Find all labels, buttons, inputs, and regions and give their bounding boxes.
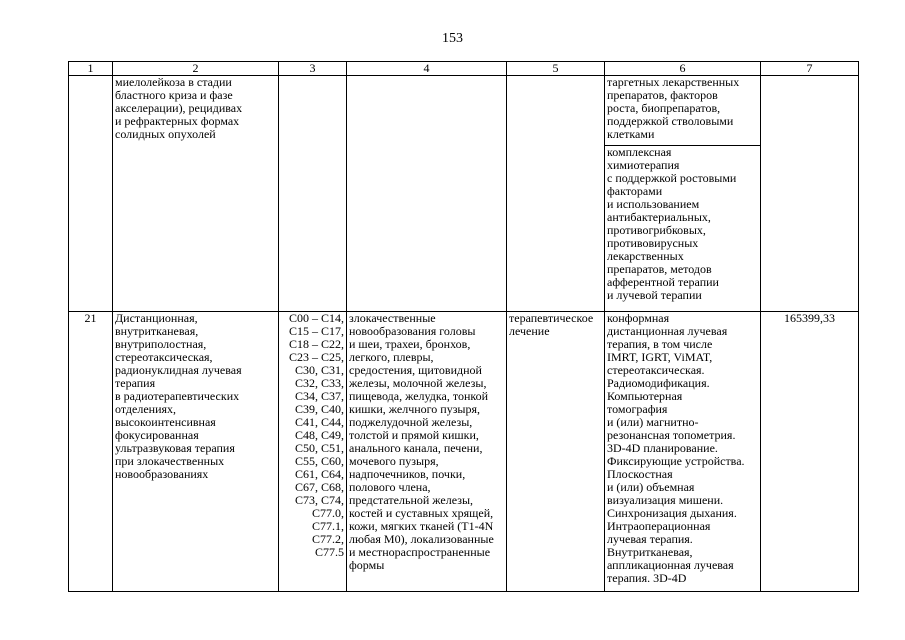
icd-code: C30, C31,: [294, 363, 344, 377]
treatment-method-cell: [605, 312, 761, 592]
text-line: и (или) объемная: [607, 480, 695, 494]
text-line: конформная: [607, 311, 670, 325]
text-line: в радиотерапевтических: [115, 389, 240, 403]
text-line: внутриполостная,: [115, 337, 207, 351]
icd-code: C77.0,: [311, 506, 344, 520]
text-line: и лучевой терапии: [607, 288, 702, 302]
patient-model-cell: [347, 312, 507, 592]
text-line: полового члена,: [349, 480, 431, 494]
icd-code: C67, C68,: [294, 480, 344, 494]
page-number: 153: [442, 31, 463, 46]
text-line: антибактериальных,: [607, 210, 711, 224]
text-line: терапия. 3D-4D: [607, 571, 687, 585]
icd-code: C61, C64,: [294, 467, 344, 481]
column-header: 2: [113, 62, 279, 76]
procedure-description-cell: [113, 312, 279, 592]
text-line: формы: [349, 558, 385, 572]
text-line: и рефрактерных формах: [115, 114, 240, 128]
table-cell: [761, 76, 859, 312]
column-header: 7: [761, 62, 859, 76]
table-cell: [347, 76, 507, 312]
text-line: новообразованиях: [115, 467, 209, 481]
text-line: терапия: [115, 376, 156, 390]
text-line: терапия, в том числе: [607, 337, 713, 351]
text-line: Дистанционная,: [115, 311, 198, 325]
icd-code: C41, C44,: [294, 415, 344, 429]
text-line: стереотаксическая,: [115, 350, 213, 364]
text-line: лекарственных: [607, 249, 684, 263]
text-line: стереотаксическая.: [607, 363, 705, 377]
text-line: мочевого пузыря,: [349, 454, 439, 468]
text-line: злокачественные: [349, 311, 436, 325]
text-line: противогрибковых,: [607, 223, 706, 237]
text-line: анального канала, печени,: [349, 441, 483, 455]
icd-code: C18 – C22,: [288, 337, 344, 351]
text-line: кишки, желчного пузыря,: [349, 402, 481, 416]
icd-code: C77.2,: [311, 532, 344, 546]
icd-code: C77.1,: [311, 519, 344, 533]
column-number-row: [69, 62, 859, 76]
icd-code: C55, C60,: [294, 454, 344, 468]
text-line: и (или) магнитно-: [607, 415, 699, 429]
text-line: и использованием: [607, 197, 700, 211]
text-line: клетками: [607, 127, 655, 141]
text-line: поддержкой стволовыми: [607, 114, 734, 128]
text-line: миелолейкоза в стадии: [115, 75, 232, 89]
text-line: фокусированная: [115, 428, 199, 442]
text-line: надпочечников, почки,: [349, 467, 466, 481]
text-line: костей и суставных хрящей,: [349, 506, 494, 520]
treatment-method-subcell: [605, 145, 760, 302]
text-line: Интраоперационная: [607, 519, 711, 533]
text-line: противовирусных: [607, 236, 699, 250]
column-header: 3: [279, 62, 347, 76]
table-cell: [69, 76, 113, 312]
text-line: любая M0), локализованные: [349, 532, 494, 546]
icd-code: C34, C37,: [294, 389, 344, 403]
text-line: пищевода, желудка, тонкой: [349, 389, 489, 403]
column-header: 6: [605, 62, 761, 76]
row-number-cell: 21: [69, 312, 113, 592]
text-line: при злокачественных: [115, 454, 225, 468]
text-line: комплексная: [607, 145, 672, 159]
icd-codes-cell: [279, 312, 347, 592]
icd-code: C15 – C17,: [288, 324, 344, 338]
text-line: радионуклидная лучевая: [115, 363, 242, 377]
text-line: легкого, плевры,: [349, 350, 434, 364]
text-line: Внутритканевая,: [607, 545, 693, 559]
procedures-table: [68, 61, 859, 592]
treatment-method-cell: [605, 76, 761, 312]
text-line: лечение: [509, 324, 550, 338]
text-line: лучевая терапия.: [607, 532, 693, 546]
icd-code: C77.5: [314, 545, 344, 559]
text-line: препаратов, методов: [607, 262, 712, 276]
icd-code: C39, C40,: [294, 402, 344, 416]
table-row-continuation: [69, 76, 859, 312]
text-line: бластного криза и фазе: [115, 88, 233, 102]
icd-code: C32, C33,: [294, 376, 344, 390]
text-line: Компьютерная: [607, 389, 683, 403]
icd-code: C23 – C25,: [288, 350, 344, 364]
text-line: и шеи, трахеи, бронхов,: [349, 337, 471, 351]
table-row-21: [69, 312, 859, 592]
icd-code: C00 – C14,: [288, 311, 344, 325]
text-line: IMRT, IGRT, ViMAT,: [607, 350, 713, 364]
text-line: Фиксирующие устройства.: [607, 454, 745, 468]
table-cell: [507, 76, 605, 312]
text-line: с поддержкой ростовыми: [607, 171, 737, 185]
icd-code: C73, C74,: [294, 493, 344, 507]
text-line: Синхронизация дыхания.: [607, 506, 737, 520]
text-line: резонансная топометрия.: [607, 428, 736, 442]
treatment-type-cell: [507, 312, 605, 592]
icd-code: C48, C49,: [294, 428, 344, 442]
procedure-description-cell: [113, 76, 279, 312]
text-line: терапевтическое: [509, 311, 594, 325]
text-line: солидных опухолей: [115, 127, 216, 141]
column-header: 4: [347, 62, 507, 76]
text-line: роста, биопрепаратов,: [607, 101, 721, 115]
text-line: препаратов, факторов: [607, 88, 718, 102]
text-line: 3D-4D планирование.: [607, 441, 718, 455]
text-line: химиотерапия: [607, 158, 680, 172]
text-line: афферентной терапии: [607, 275, 719, 289]
text-line: внутритканевая,: [115, 324, 199, 338]
text-line: поджелудочной железы,: [349, 415, 473, 429]
text-line: факторами: [607, 184, 663, 198]
column-header: 1: [69, 62, 113, 76]
text-line: дистанционная лучевая: [607, 324, 728, 338]
text-line: Плоскостная: [607, 467, 673, 481]
text-line: акселерации), рецидивах: [115, 101, 243, 115]
text-line: кожи, мягких тканей (T1-4N: [349, 519, 494, 533]
text-line: визуализация мишени.: [607, 493, 724, 507]
text-line: отделениях,: [115, 402, 177, 416]
text-line: Радиомодификация.: [607, 376, 710, 390]
table-cell: [279, 76, 347, 312]
text-line: аппликационная лучевая: [607, 558, 734, 572]
text-line: томография: [607, 402, 668, 416]
column-header: 5: [507, 62, 605, 76]
text-line: новообразования головы: [349, 324, 476, 338]
text-line: предстательной железы,: [349, 493, 474, 507]
text-line: средостения, щитовидной: [349, 363, 482, 377]
text-line: ультразвуковая терапия: [115, 441, 235, 455]
text-line: таргетных лекарственных: [607, 75, 740, 89]
cost-cell: 165399,33: [761, 312, 859, 592]
text-line: и местнораспространенные: [349, 545, 491, 559]
text-line: высокоинтенсивная: [115, 415, 216, 429]
text-line: толстой и прямой кишки,: [349, 428, 479, 442]
icd-code: C50, C51,: [294, 441, 344, 455]
text-line: железы, молочной железы,: [349, 376, 487, 390]
